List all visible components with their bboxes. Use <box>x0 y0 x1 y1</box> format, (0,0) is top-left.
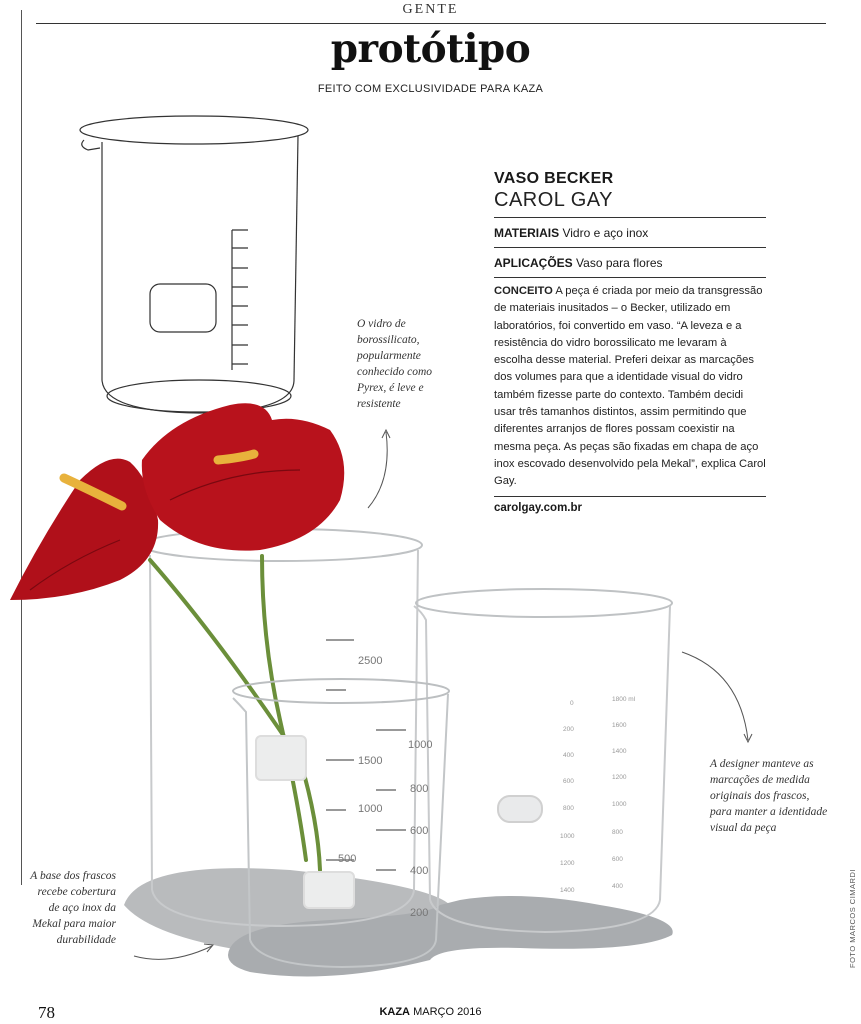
right-mark: 1200 <box>612 774 627 781</box>
right-mark: 800 <box>563 805 574 812</box>
info-rule <box>494 217 766 218</box>
right-mark: 600 <box>612 856 623 863</box>
steel-base <box>124 868 673 976</box>
right-mark: 1400 <box>612 748 627 755</box>
small-mark: 400 <box>410 865 429 877</box>
magazine-name: KAZA <box>379 1006 410 1018</box>
flower-stems <box>150 556 320 870</box>
right-mark: 1600 <box>612 722 627 729</box>
right-mark: 800 <box>612 829 623 836</box>
product-info <box>494 170 766 514</box>
right-mark: 1000 <box>560 833 575 840</box>
small-mark: 800 <box>410 783 429 795</box>
right-mark: 400 <box>563 752 574 759</box>
concept-text: A peça é criada por meio da transgressão de materiais inusitados – o Becker, utilizado em laboratórios, foi convertido em vaso. “A leveza e a resistência do vidro borossilicato me levaram à escolha desse material. Preferi deixar as marcações dos volumes para que a identidade visual do vidro também fizesse parte do contexto. Também decidi usar três tamanhos distintos, assim permitindo que diferentes arranjos de flores possam coexistir na mesma peça. As peças são fixadas em chapa de aço inox escovado desenvolvido pela Mekal”, explica Carol Gay. <box>494 285 766 488</box>
photo-credit: FOTO MARCOS CIMARDI <box>848 869 857 968</box>
product-name: VASO BECKER <box>494 170 614 187</box>
applications-value: Vaso para flores <box>576 256 663 270</box>
concept-label: CONCEITO <box>494 285 553 297</box>
right-mark: 400 <box>612 883 623 890</box>
beaker-line-drawing <box>80 116 308 413</box>
materials-label: MATERIAIS <box>494 226 560 240</box>
concept-paragraph <box>494 283 766 491</box>
issue-date: MARÇO 2016 <box>413 1006 482 1018</box>
anthurium-flower-right <box>142 403 344 550</box>
applications-row <box>494 253 766 272</box>
materials-value: Vidro e aço inox <box>562 226 649 240</box>
large-mark: 2500 <box>358 655 383 667</box>
caption-markings: A designer manteve as marcações de medida originais dos frascos, para manter a identidade visual da peça <box>710 758 828 834</box>
page-number: 78 <box>38 1003 55 1022</box>
large-mark: 1000 <box>358 803 383 815</box>
right-mark: 1000 <box>612 801 627 808</box>
footer-folio <box>0 1006 861 1018</box>
applications-label: APLICAÇÕES <box>494 256 573 270</box>
caption-base: A base dos frascos recebe cobertura de aço inox da Mekal para maior durabilidade <box>30 870 116 946</box>
small-mark: 200 <box>410 907 429 919</box>
right-mark: 1400 <box>560 887 575 894</box>
page-subtitle: FEITO COM EXCLUSIVIDADE PARA KAZA <box>317 83 544 95</box>
beaker-right <box>414 589 672 932</box>
info-rule <box>494 247 766 248</box>
anthurium-flower-left <box>10 459 158 600</box>
small-mark: 600 <box>410 825 429 837</box>
right-mark: 1800 ml <box>612 696 636 703</box>
large-mark: 500 <box>338 853 357 865</box>
right-mark: 1200 <box>560 860 575 867</box>
website-link[interactable]: carolgay.com.br <box>494 501 582 514</box>
section-label: GENTE <box>402 2 459 17</box>
info-rule <box>494 496 766 497</box>
right-mark: 0 <box>570 700 574 707</box>
info-rule <box>494 277 766 278</box>
caption-glass: O vidro de borossilicato, popularmente conhecido como Pyrex, é leve e resistente <box>357 318 433 410</box>
designer-name: CAROL GAY <box>494 189 613 211</box>
right-mark: 600 <box>563 778 574 785</box>
right-mark: 200 <box>563 726 574 733</box>
small-mark: 1000 <box>408 739 433 751</box>
materials-row <box>494 223 766 242</box>
large-mark: 1500 <box>358 755 383 767</box>
page-title: protótipo <box>330 26 531 72</box>
